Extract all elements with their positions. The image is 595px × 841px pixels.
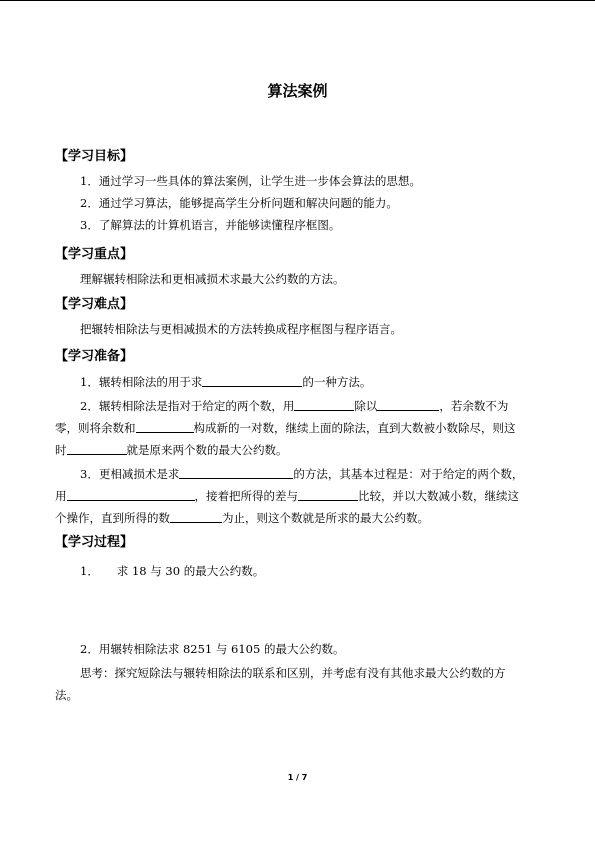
prep-q2-line-3 (55, 442, 288, 458)
prep-q2-line-1 (80, 398, 508, 414)
fill-blank[interactable] (377, 398, 439, 411)
process-item-2: 2．用辗转相除法求 8251 与 6105 的最大公约数。 (80, 642, 345, 656)
prep-q3-text-c: 用 (55, 489, 67, 503)
goal-item-1: 1．通过学习一些具体的算法案例，让学生进一步体会算法的思想。 (80, 174, 421, 188)
prep-q3-line-2 (55, 488, 519, 504)
page-title: 算法案例 (267, 82, 328, 100)
heading-process: 【学习过程】 (55, 535, 134, 550)
fill-blank[interactable] (67, 488, 195, 501)
fill-blank[interactable] (67, 442, 127, 455)
key-points-text: 理解辗转相除法和更相减损术求最大公约数的方法。 (80, 272, 345, 286)
fill-blank[interactable] (294, 398, 354, 411)
heading-difficulties: 【学习难点】 (55, 297, 134, 312)
prep-q3-text-f: 个操作，直到所得的数 (55, 511, 170, 525)
process-item-1-text: 求 18 与 30 的最大公约数。 (116, 564, 265, 578)
top-rule (0, 0, 595, 1)
prep-q1-line (80, 374, 371, 390)
fill-blank[interactable] (136, 420, 194, 433)
prep-q3-text-b: 的方法，其基本过程是：对于给定的两个数， (293, 467, 524, 481)
prep-q2-line-2 (55, 420, 516, 436)
fill-blank[interactable] (298, 488, 358, 501)
prep-q3-text-g: 为止，则这个数就是所求的最大公约数。 (222, 511, 429, 525)
prep-q2-text-f: 时 (55, 443, 67, 457)
prep-q3-line-3 (55, 510, 429, 526)
heading-key-points: 【学习重点】 (55, 247, 134, 262)
prep-q1-text-b: 的一种方法。 (302, 375, 372, 389)
process-item-1 (80, 563, 264, 579)
prep-q2-text-a: 2．辗转相除法是指对于给定的两个数，用 (80, 399, 295, 413)
fill-blank[interactable] (202, 374, 302, 387)
prep-q2-text-g: 就是原来两个数的最大公约数。 (126, 443, 288, 457)
prep-q2-text-c: ，若余数不为 (439, 399, 509, 413)
page-number: 1 / 7 (287, 773, 308, 782)
fill-blank[interactable] (170, 510, 222, 523)
process-think-line-1: 思考：探究短除法与辗转相除法的联系和区别，并考虑有没有其他求最大公约数的方 (80, 666, 506, 680)
difficulties-text: 把辗转相除法与更相减损术的方法转换成程序框图与程序语言。 (80, 322, 402, 336)
prep-q1-text-a: 1．辗转相除法的用于求 (80, 375, 203, 389)
fill-blank[interactable] (179, 466, 293, 479)
prep-q2-text-b: 除以 (354, 399, 378, 413)
process-item-1-number: 1． (80, 564, 99, 578)
process-think-line-2: 法。 (55, 688, 78, 702)
heading-preparation: 【学习准备】 (55, 349, 134, 364)
prep-q2-text-e: 构成新的一对数，继续上面的除法，直到大数被小数除尽，则这 (193, 421, 516, 435)
prep-q2-text-d: 零，则将余数和 (55, 421, 136, 435)
goal-item-3: 3．了解算法的计算机语言，并能够读懂程序框图。 (80, 218, 341, 232)
prep-q3-line-1 (80, 466, 523, 482)
prep-q3-text-d: ，接着把所得的差与 (194, 489, 298, 503)
prep-q3-text-e: 比较，并以大数减小数，继续这 (358, 489, 519, 503)
goal-item-2: 2．通过学习算法，能够提高学生分析问题和解决问题的能力。 (80, 196, 398, 210)
prep-q3-text-a: 3．更相减损术是求 (80, 467, 180, 481)
heading-goals: 【学习目标】 (55, 149, 134, 164)
